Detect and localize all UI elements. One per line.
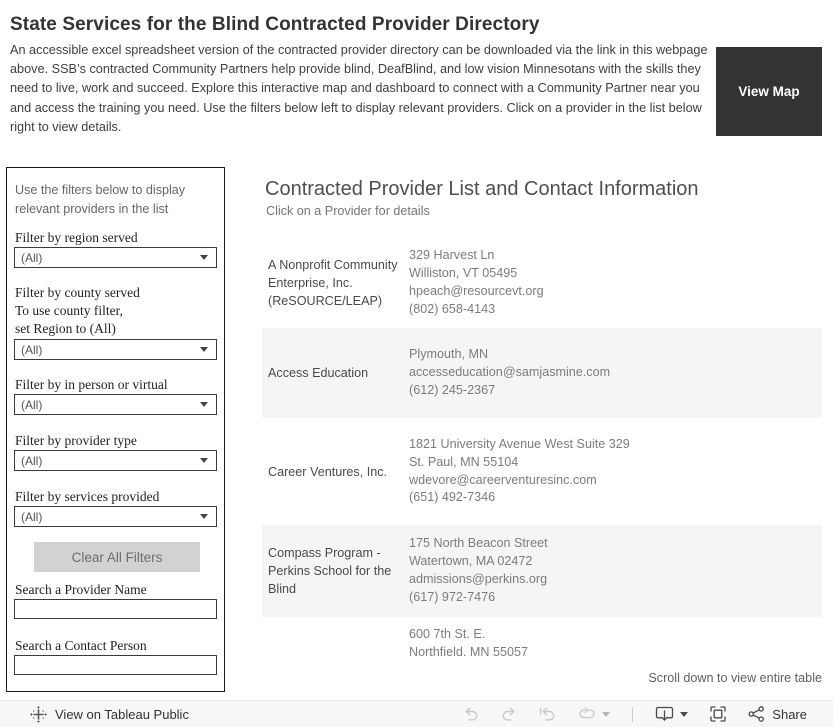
revert-button[interactable] — [539, 707, 556, 722]
provider-table — [262, 238, 822, 670]
download-icon — [655, 706, 674, 722]
search-provider-label: Search a Provider Name — [15, 582, 147, 597]
page-description: An accessible excel spreadsheet version of the contracted provider directory can be downloaded via the link in this webpage above. SSB’s contracted Community Partners help provide blind, DeafBlind, and low vision Minnesotans with the skills they need to live, work and succeed. Explore this interactive map and dashboard to connect with a Community Partner near you and access the training you need. Use the filters below left to display relevant providers. Click on a provider in the list below right to view details. — [10, 43, 708, 134]
download-button[interactable] — [655, 706, 688, 722]
provider-type-filter-label: Filter by provider type — [15, 433, 137, 448]
provider-detail-line: (651) 492-7346 — [409, 490, 496, 505]
services-filter-label: Filter by services provided — [15, 489, 160, 504]
provider-details — [401, 626, 822, 662]
clear-all-filters-button[interactable]: Clear All Filters — [34, 542, 200, 572]
chevron-down-icon — [200, 514, 208, 519]
provider-details — [401, 247, 822, 318]
caret-down-icon — [602, 712, 610, 717]
county-filter-dropdown[interactable] — [14, 339, 217, 360]
redo-button[interactable] — [501, 707, 517, 722]
provider-name: Career Ventures, Inc. — [268, 464, 388, 479]
provider-detail-line: Williston, VT 05495 — [409, 266, 518, 281]
provider-detail-line: hpeach@resourcevt.org — [409, 284, 544, 298]
view-on-tableau-public-label: View on Tableau Public — [55, 706, 189, 722]
provider-detail-line: wdevore@careerventuresinc.com — [409, 472, 597, 487]
provider-list-subtitle: Click on a Provider for details — [266, 204, 430, 218]
fullscreen-button[interactable] — [710, 706, 726, 722]
provider-detail-line: 1821 University Avenue West Suite 329 — [409, 436, 630, 451]
redo-icon — [501, 707, 517, 722]
region-filter-value: (All) — [21, 250, 43, 265]
chevron-down-icon — [200, 402, 208, 407]
provider-name: Access Education — [268, 366, 369, 380]
mode-filter-value: (All) — [21, 397, 43, 412]
provider-detail-line: 175 North Beacon Street — [409, 536, 548, 551]
county-filter-note-1: To use county filter, — [15, 303, 123, 318]
provider-detail-line: (802) 658-4143 — [409, 301, 496, 316]
services-filter-dropdown[interactable] — [14, 506, 217, 527]
search-contact-label: Search a Contact Person — [15, 638, 147, 653]
provider-detail-line: 329 Harvest Ln — [409, 248, 495, 263]
table-row[interactable] — [262, 418, 822, 525]
undo-button[interactable] — [463, 707, 479, 722]
refresh-button[interactable] — [578, 707, 610, 722]
view-map-button[interactable]: View Map — [716, 47, 822, 136]
search-contact-input[interactable] — [14, 655, 217, 675]
tableau-toolbar — [0, 700, 833, 727]
provider-detail-line: admissions@perkins.org — [409, 572, 548, 586]
toolbar-actions — [441, 706, 807, 722]
search-provider-input[interactable] — [14, 599, 217, 619]
provider-detail-line: accesseducation@samjasmine.com — [409, 365, 611, 380]
revert-icon — [539, 707, 556, 722]
toolbar-divider — [632, 707, 633, 722]
chevron-down-icon — [200, 255, 208, 260]
region-filter-dropdown[interactable] — [14, 247, 217, 268]
view-on-tableau-public-link[interactable] — [30, 706, 189, 723]
provider-detail-line: (612) 245-2367 — [409, 382, 496, 397]
provider-detail-line: 600 7th St. E. — [409, 626, 486, 641]
provider-name: Compass Program - Perkins School for the Blind — [268, 546, 392, 596]
region-filter-label: Filter by region served — [15, 230, 138, 245]
provider-detail-line: (617) 972-7476 — [409, 589, 496, 604]
tableau-logo-icon — [30, 706, 47, 723]
mode-filter-label: Filter by in person or virtual — [15, 377, 168, 392]
mode-filter-dropdown[interactable] — [14, 394, 217, 415]
caret-down-icon — [680, 712, 688, 717]
provider-detail-line: Northfield. MN 55057 — [409, 644, 529, 659]
filter-panel — [6, 167, 225, 692]
chevron-down-icon — [200, 458, 208, 463]
share-button-label: Share — [772, 706, 807, 722]
page-title: State Services for the Blind Contracted Provider Directory — [10, 14, 540, 35]
provider-list-title: Contracted Provider List and Contact Information — [265, 178, 699, 200]
replay-icon — [578, 707, 596, 722]
provider-name: A Nonprofit Community Enterprise, Inc. (ReSOURCE/LEAP) — [268, 258, 398, 308]
county-filter-label: Filter by county served — [15, 285, 140, 300]
fullscreen-icon — [710, 706, 726, 722]
provider-details — [401, 436, 822, 507]
provider-type-filter-dropdown[interactable] — [14, 450, 217, 471]
county-filter-note-2: set Region to (All) — [15, 321, 116, 336]
table-row[interactable] — [262, 617, 822, 670]
undo-icon — [463, 707, 479, 722]
table-row[interactable] — [262, 328, 822, 418]
scroll-hint: Scroll down to view entire table — [648, 671, 822, 685]
table-row[interactable] — [262, 238, 822, 328]
provider-detail-line: Plymouth, MN — [409, 347, 489, 362]
share-icon — [748, 706, 765, 722]
chevron-down-icon — [200, 347, 208, 352]
provider-details — [401, 535, 822, 606]
county-filter-value: (All) — [21, 342, 43, 357]
provider-type-filter-value: (All) — [21, 453, 43, 468]
provider-details — [401, 346, 822, 399]
table-row[interactable] — [262, 525, 822, 617]
provider-detail-line: St. Paul, MN 55104 — [409, 454, 519, 469]
share-button[interactable] — [748, 706, 807, 722]
provider-detail-line: Watertown, MA 02472 — [409, 554, 533, 569]
filter-panel-intro: Use the filters below to display relevant providers in the list — [15, 183, 186, 216]
services-filter-value: (All) — [21, 509, 43, 524]
